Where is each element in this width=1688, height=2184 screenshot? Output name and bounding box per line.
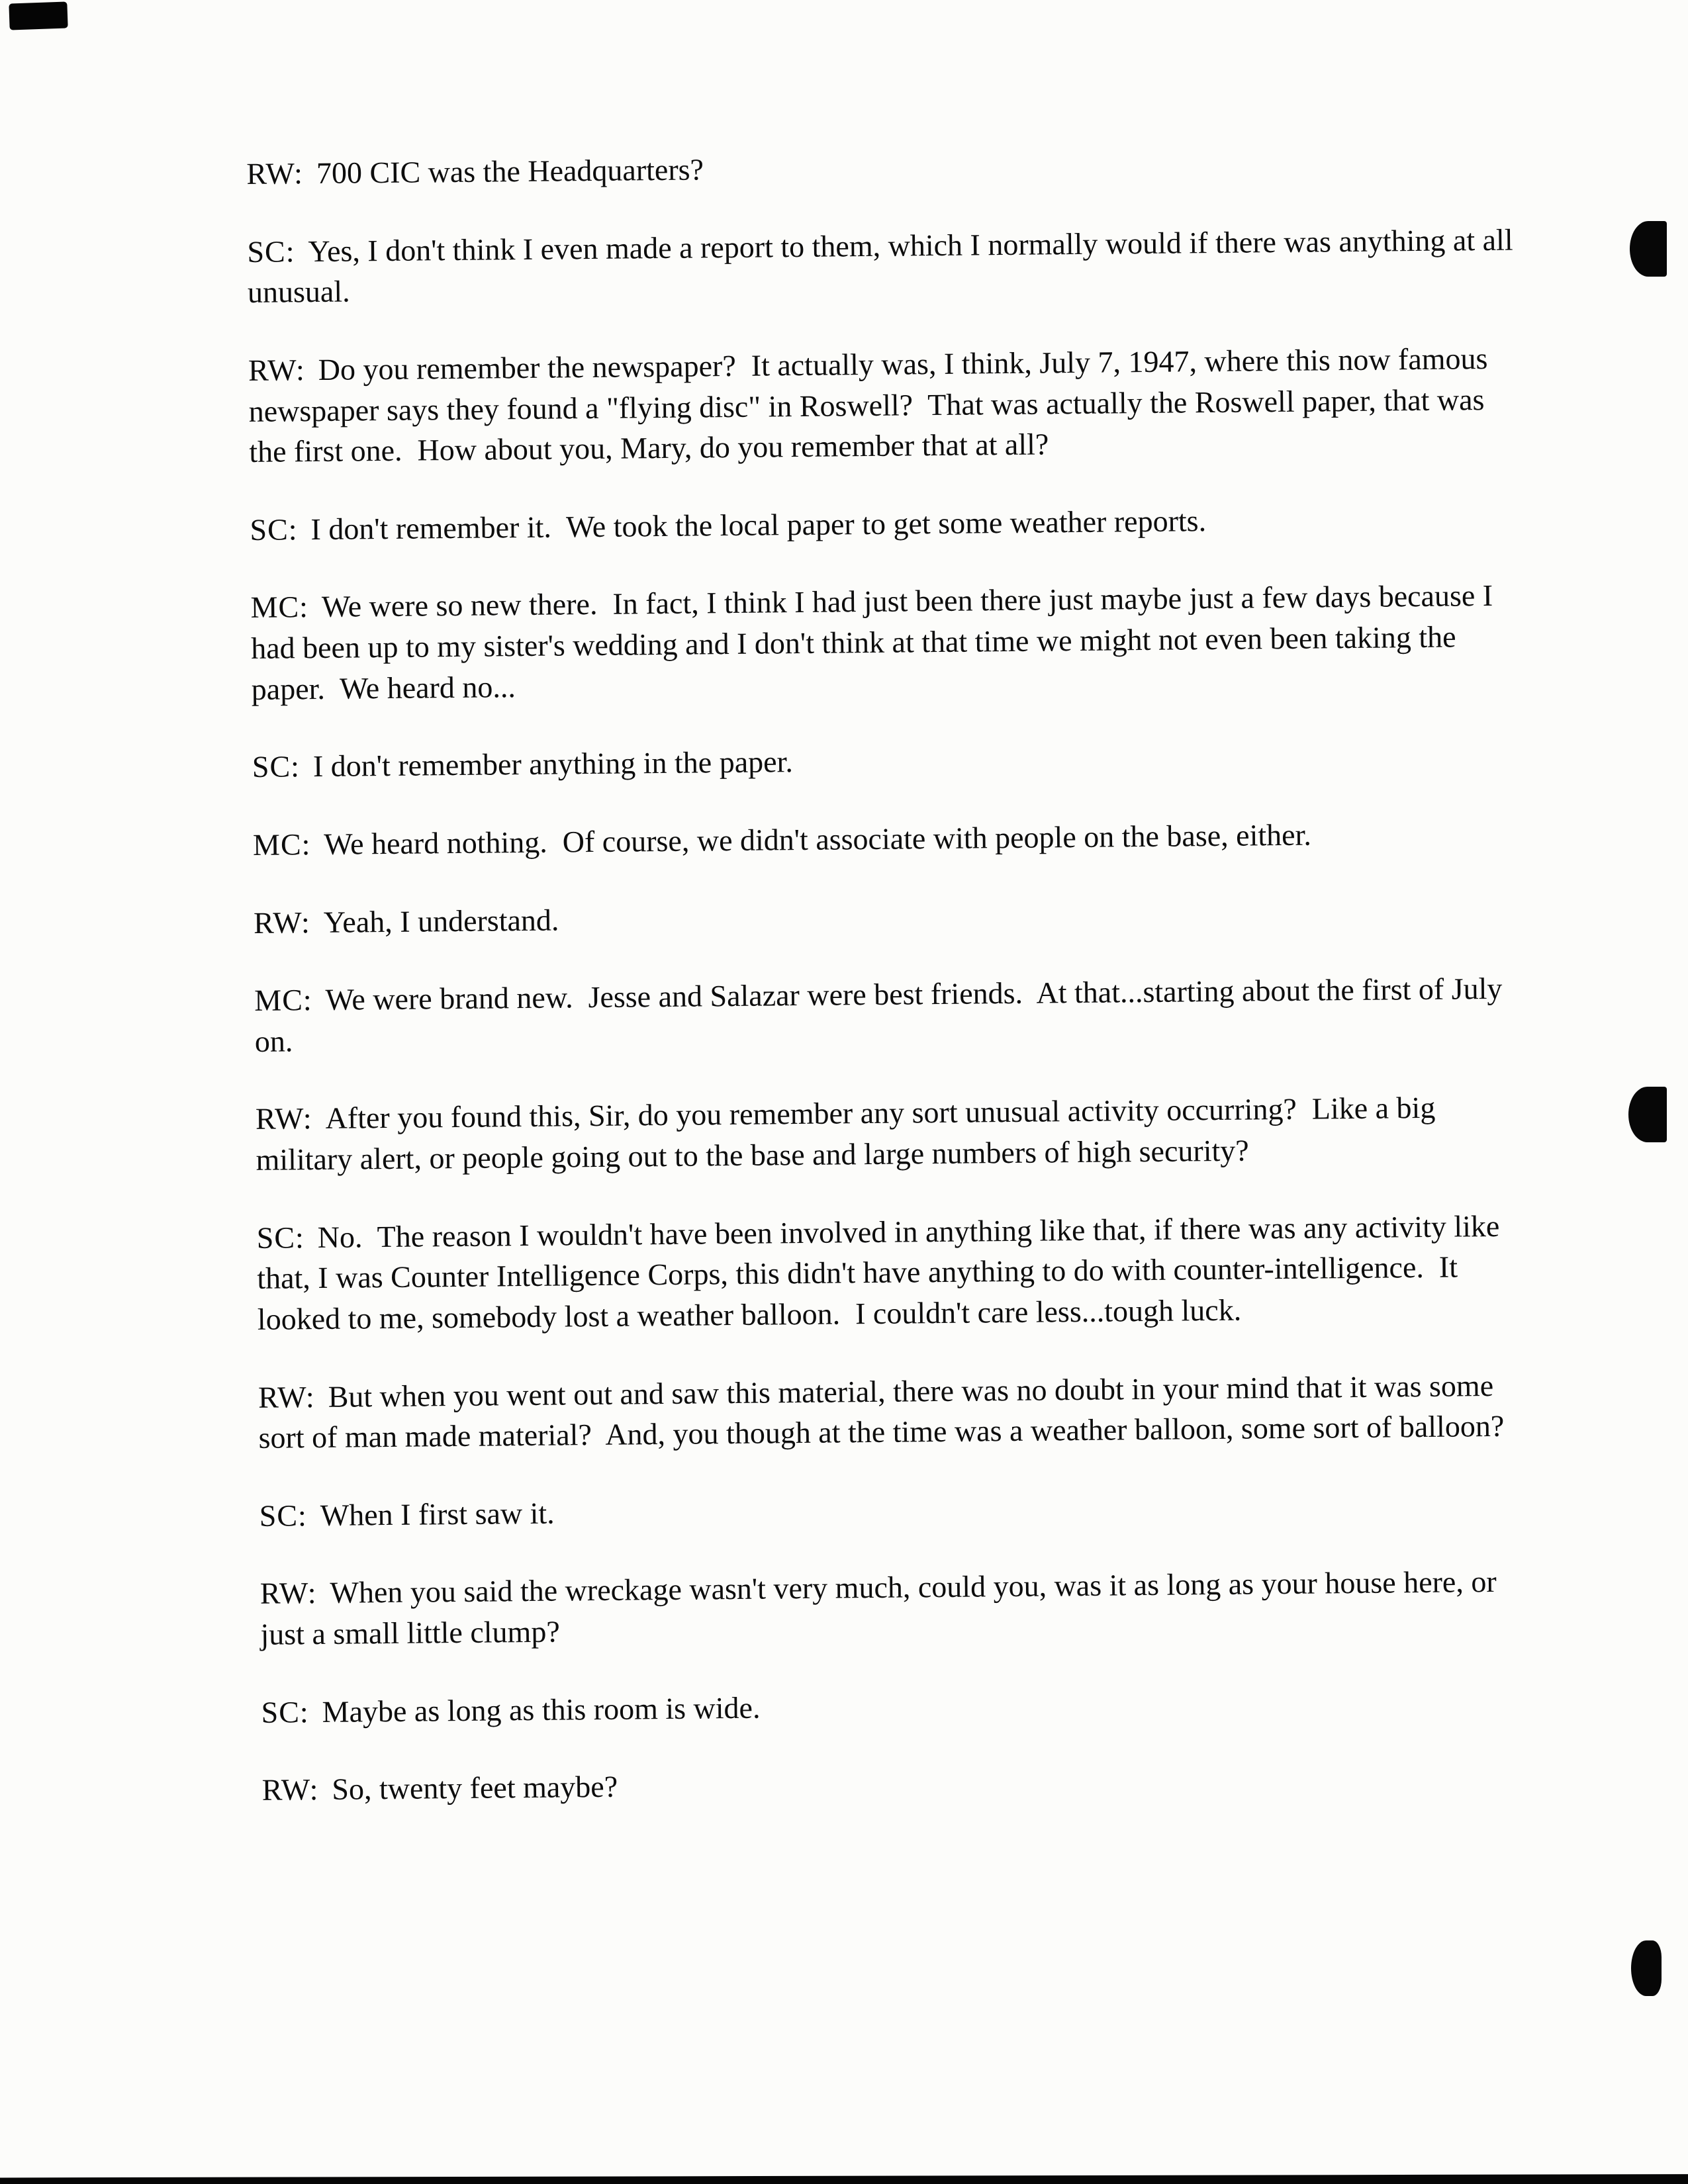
speech-text: But when you went out and saw this material, there was no doubt in your mind that it was some sort of man made material? And, you though at the time was a weather balloon, some sort of balloon?: [258, 1368, 1505, 1455]
transcript-paragraph: [250, 497, 1528, 550]
punch-hole-mark-icon: [1630, 221, 1667, 277]
speech-text: Yeah, I understand.: [323, 903, 559, 939]
transcript-paragraph: [248, 338, 1527, 472]
transcript-paragraph: [252, 735, 1530, 788]
speaker-label: RW:: [253, 905, 311, 940]
transcript-body: [246, 141, 1540, 1847]
speaker-label: RW:: [246, 156, 304, 191]
transcript-paragraph: [258, 1365, 1536, 1459]
transcript-paragraph: [253, 812, 1531, 865]
speaker-label: RW:: [258, 1379, 315, 1414]
speech-text: So, twenty feet maybe?: [332, 1769, 618, 1807]
speaker-label: RW:: [255, 1101, 312, 1136]
transcript-paragraph: [254, 968, 1532, 1062]
speech-text: After you found this, Sir, do you remember any sort unusual activity occurring? Like a big military alert, or people going out to the base and large numbers of high security?: [256, 1091, 1444, 1177]
speech-text: 700 CIC was the Headquarters?: [316, 152, 704, 190]
speaker-label: SC:: [247, 234, 295, 269]
speech-text: We were brand new. Jesse and Salazar were best friends. At that...starting about the first of July on.: [254, 971, 1511, 1058]
transcript-paragraph: [261, 1680, 1539, 1733]
transcript-paragraph: [247, 219, 1525, 313]
speech-text: I don't remember anything in the paper.: [312, 745, 794, 784]
transcript-paragraph: [250, 575, 1529, 709]
speaker-label: MC:: [254, 983, 312, 1018]
speech-text: We heard nothing. Of course, we didn't associate with people on the base, either.: [324, 817, 1312, 861]
speaker-label: SC:: [252, 749, 301, 784]
speaker-label: SC:: [261, 1694, 309, 1729]
speech-text: No. The reason I wouldn't have been involved in anything like that, if there was any activity like that, I was Counter Intelligence Corps, this didn't have anything to do with counter-intelligence. It looked to me, somebody lost a weather balloon. I couldn't care less...tough luck.: [257, 1208, 1508, 1336]
speech-text: We were so new there. In fact, I think I had just been there just maybe just a few days because I had been up to my sister's wedding and I don't think at that time we might not even been taking the paper. We heard no...: [250, 578, 1501, 706]
scan-blotch-icon: [9, 1, 68, 30]
speaker-label: MC:: [252, 827, 311, 862]
speaker-label: SC:: [259, 1498, 308, 1533]
transcript-paragraph: [261, 1758, 1540, 1811]
scanner-edge-bar: [0, 2174, 1688, 2184]
speech-text: Maybe as long as this room is wide.: [322, 1690, 761, 1729]
speaker-label: SC:: [256, 1220, 305, 1255]
speech-text: Do you remember the newspaper? It actually was, I think, July 7, 1947, where this now famous newspaper says they found a "flying disc" in Roswell? That was actually the Roswell paper, that was the first one. How about you, Mary, do you remember that at all?: [248, 341, 1496, 469]
transcript-paragraph: [256, 1087, 1534, 1181]
transcript-paragraph: [260, 1561, 1538, 1655]
speaker-label: RW:: [259, 1576, 317, 1611]
speech-text: I don't remember it. We took the local paper to get some weather reports.: [310, 503, 1207, 546]
speaker-label: RW:: [248, 353, 306, 387]
transcript-paragraph: [256, 1205, 1535, 1340]
speaker-label: RW:: [261, 1772, 319, 1807]
punch-hole-mark-icon: [1631, 1940, 1662, 1996]
speech-text: Yes, I don't think I even made a report to them, which I normally would if there was anything at all unusual.: [247, 222, 1521, 310]
speech-text: When you said the wreckage wasn't very much, could you, was it as long as your house here, or just a small little clump?: [260, 1565, 1505, 1651]
transcript-paragraph: [259, 1483, 1537, 1536]
speaker-label: MC:: [250, 590, 309, 625]
punch-hole-mark-icon: [1628, 1087, 1667, 1142]
speech-text: When I first saw it.: [320, 1496, 555, 1532]
transcript-paragraph: [254, 890, 1532, 943]
transcript-paragraph: [246, 141, 1524, 194]
speaker-label: SC:: [250, 512, 298, 547]
